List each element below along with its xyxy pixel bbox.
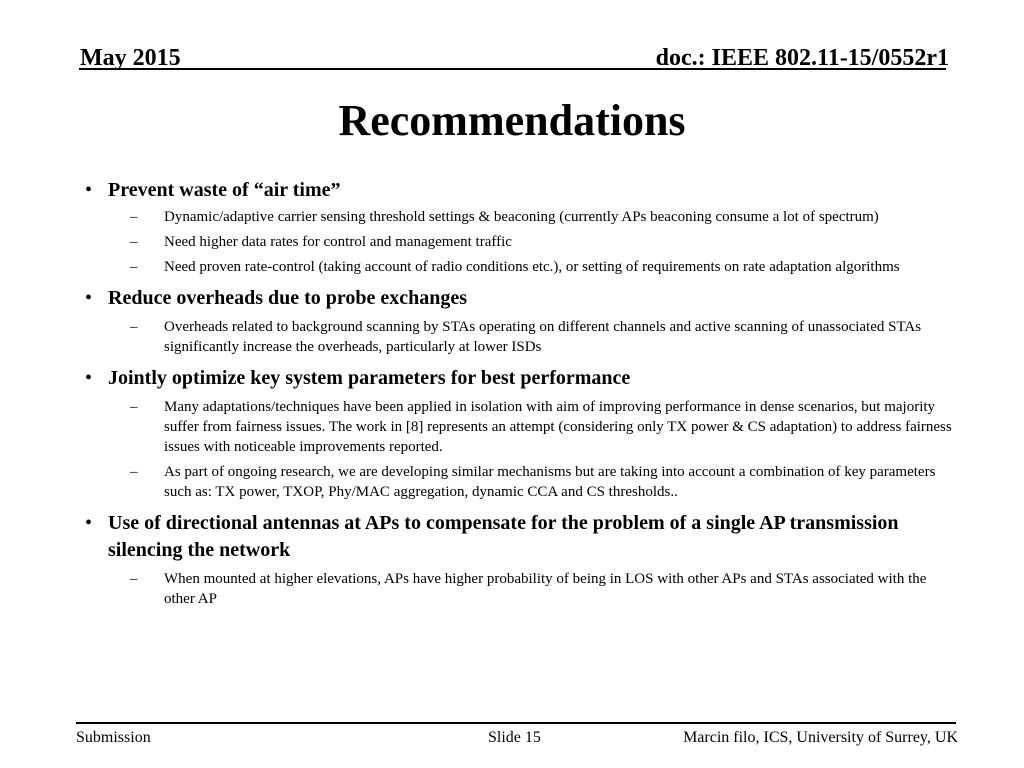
dash-icon: – — [130, 571, 138, 587]
bullet-dot-icon: • — [85, 512, 93, 534]
bullet-dot-icon: • — [85, 287, 93, 309]
bullet-item — [85, 510, 955, 564]
bullet-dot-icon: • — [85, 179, 93, 201]
sub-bullet-text: When mounted at higher elevations, APs have higher probability of being in LOS with other APs and STAs associated with the other AP — [164, 571, 927, 607]
footer-submission: Submission — [76, 729, 151, 746]
sub-bullet-item — [85, 569, 955, 609]
dash-icon: – — [130, 209, 138, 225]
sub-bullet-item — [85, 257, 955, 277]
sub-bullet-item — [85, 317, 955, 357]
bullet-dot-icon: • — [85, 367, 93, 389]
sub-bullet-item — [85, 397, 955, 457]
bullet-text: Jointly optimize key system parameters for best performance — [108, 367, 631, 389]
sub-bullet-item — [85, 232, 955, 252]
bullet-item — [85, 177, 955, 204]
bullet-item — [85, 365, 955, 392]
bullet-item — [85, 285, 955, 312]
header-divider — [79, 68, 946, 70]
sub-bullet-item — [85, 462, 955, 502]
bullet-text: Reduce overheads due to probe exchanges — [108, 287, 468, 309]
slide-title: Recommendations — [338, 96, 686, 145]
header-date: May 2015 — [80, 45, 181, 71]
bullet-text: Prevent waste of “air time” — [108, 179, 341, 201]
sub-bullet-text: Overheads related to background scanning by STAs operating on different channels and active scanning of unassociated STAs significantly increase the overheads, particularly at lower ISDs — [164, 319, 922, 355]
bullet-text: Use of directional antennas at APs to compensate for the problem of a single AP transmission silencing the network — [108, 512, 899, 561]
sub-bullet-text: As part of ongoing research, we are developing similar mechanisms but are taking into account a combination of key parameters such as: TX power, TXOP, Phy/MAC aggregation, dynamic CCA and CS thresholds.. — [164, 464, 936, 500]
footer-author: Marcin filo, ICS, University of Surrey, UK — [683, 729, 958, 746]
sub-bullet-text: Many adaptations/techniques have been applied in isolation with aim of improving performance in dense scenarios, but majority suffer from fairness issues. The work in [8] represents an attempt (considering only TX power & CS adaptation) to address fairness issues with noticeable improvements reported. — [164, 399, 952, 455]
sub-bullet-text: Dynamic/adaptive carrier sensing threshold settings & beaconing (currently APs beaconing consume a lot of spectrum) — [164, 209, 879, 225]
sub-bullet-text: Need higher data rates for control and management traffic — [164, 234, 512, 250]
dash-icon: – — [130, 234, 138, 250]
header-document-id: doc.: IEEE 802.11-15/0552r1 — [655, 45, 949, 71]
sub-bullet-item — [85, 207, 955, 227]
slide-content — [85, 177, 955, 609]
sub-bullet-text: Need proven rate-control (taking account of radio conditions etc.), or setting of requirements on rate adaptation algorithms — [164, 259, 900, 275]
footer-divider — [76, 722, 956, 724]
footer-slide-number: Slide 15 — [488, 729, 541, 746]
dash-icon: – — [130, 464, 138, 480]
dash-icon: – — [130, 319, 138, 335]
dash-icon: – — [130, 259, 138, 275]
dash-icon: – — [130, 399, 138, 415]
